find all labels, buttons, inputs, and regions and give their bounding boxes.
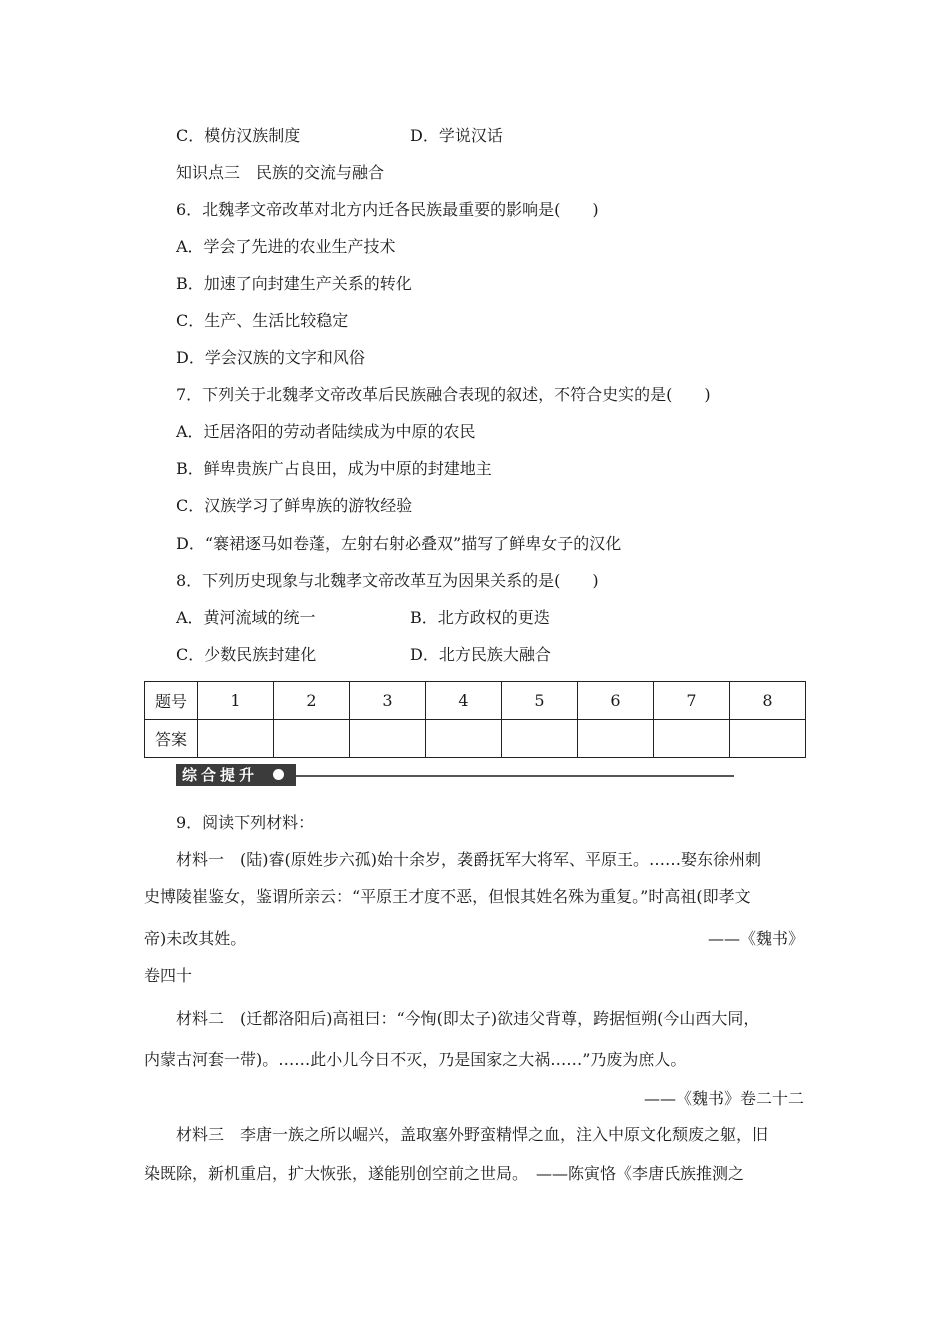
answer-cell[interactable] [274, 720, 350, 758]
q6-option-c: C．生产、生活比较稳定 [176, 311, 349, 330]
q7-option-b: B．鲜卑贵族广占良田，成为中原的封建地主 [176, 459, 492, 478]
q8-option-a: A．黄河流域的统一 [176, 608, 316, 627]
answer-table-number: 2 [274, 682, 350, 720]
answer-cell[interactable] [654, 720, 730, 758]
banner-divider [296, 775, 734, 777]
q6-option-d: D．学会汉族的文字和风俗 [176, 348, 365, 367]
q8-option-b: B．北方政权的更迭 [410, 608, 550, 627]
material2-line2: 内蒙古河套一带)。……此小儿今日不灭，乃是国家之大祸……”乃废为庶人。 [144, 1050, 687, 1069]
answer-table [144, 681, 806, 758]
answer-cell[interactable] [198, 720, 274, 758]
q6-option-b: B．加速了向封建生产关系的转化 [176, 274, 412, 293]
q8-option-c: C．少数民族封建化 [176, 645, 317, 664]
answer-table-row-label: 答案 [145, 720, 198, 758]
answer-table-header-row [145, 682, 806, 720]
q8-option-d: D．北方民族大融合 [410, 645, 551, 664]
answer-table-number: 1 [198, 682, 274, 720]
answer-table-number: 3 [350, 682, 426, 720]
q7-stem: 7．下列关于北魏孝文帝改革后民族融合表现的叙述，不符合史实的是( ) [176, 385, 711, 404]
answer-cell[interactable] [730, 720, 806, 758]
answer-cell[interactable] [578, 720, 654, 758]
banner-label: 综合提升 [176, 764, 296, 786]
answer-table-number: 6 [578, 682, 654, 720]
material3-line2: 染既除，新机重启，扩大恢张，遂能别创空前之世局。 ——陈寅恪《李唐氏族推测之 [144, 1164, 745, 1183]
material1-source: ——《魏书》 [707, 929, 804, 948]
q8-stem: 8．下列历史现象与北魏孝文帝改革互为因果关系的是( ) [176, 571, 599, 590]
answer-table-row-label: 题号 [145, 682, 198, 720]
answer-cell[interactable] [502, 720, 578, 758]
answer-cell[interactable] [426, 720, 502, 758]
material1-line3: 帝)未改其姓。 [144, 929, 247, 948]
material2-line1: 材料二 (迁都洛阳后)高祖曰：“今恂(即太子)欲违父背尊，跨据恒朔(今山西大同， [176, 1009, 760, 1028]
q7-option-c: C．汉族学习了鲜卑族的游牧经验 [176, 496, 413, 515]
material1-line1: 材料一 (陆)睿(原姓步六孤)始十余岁，袭爵抚军大将军、平原王。……娶东徐州刺 [176, 850, 761, 869]
answer-table-number: 5 [502, 682, 578, 720]
banner-dot-icon [273, 769, 284, 780]
material3-line1: 材料三 李唐一族之所以崛兴，盖取塞外野蛮精悍之血，注入中原文化颓废之躯，旧 [176, 1125, 769, 1144]
answer-table-number: 4 [426, 682, 502, 720]
q5-option-c: C．模仿汉族制度 [176, 126, 301, 145]
q5-option-d: D．学说汉话 [410, 126, 503, 145]
answer-table-answer-row [145, 720, 806, 758]
q6-option-a: A．学会了先进的农业生产技术 [176, 237, 396, 256]
material2-source: ——《魏书》卷二十二 [643, 1089, 804, 1108]
answer-cell[interactable] [350, 720, 426, 758]
material1-line2: 史博陵崔鉴女，鉴谓所亲云：“平原王才度不恶，但恨其姓名殊为重复。”时高祖(即孝文 [144, 887, 751, 906]
q6-stem: 6．北魏孝文帝改革对北方内迁各民族最重要的影响是( ) [176, 200, 599, 219]
material1-source-volume: 卷四十 [144, 966, 193, 985]
q7-option-d: D．“褰裙逐马如卷蓬，左射右射必叠双”描写了鲜卑女子的汉化 [176, 534, 622, 553]
answer-table-number: 7 [654, 682, 730, 720]
section-heading: 知识点三 民族的交流与融合 [176, 163, 385, 182]
answer-table-number: 8 [730, 682, 806, 720]
q7-option-a: A．迁居洛阳的劳动者陆续成为中原的农民 [176, 422, 476, 441]
q9-stem: 9．阅读下列材料： [176, 813, 315, 832]
